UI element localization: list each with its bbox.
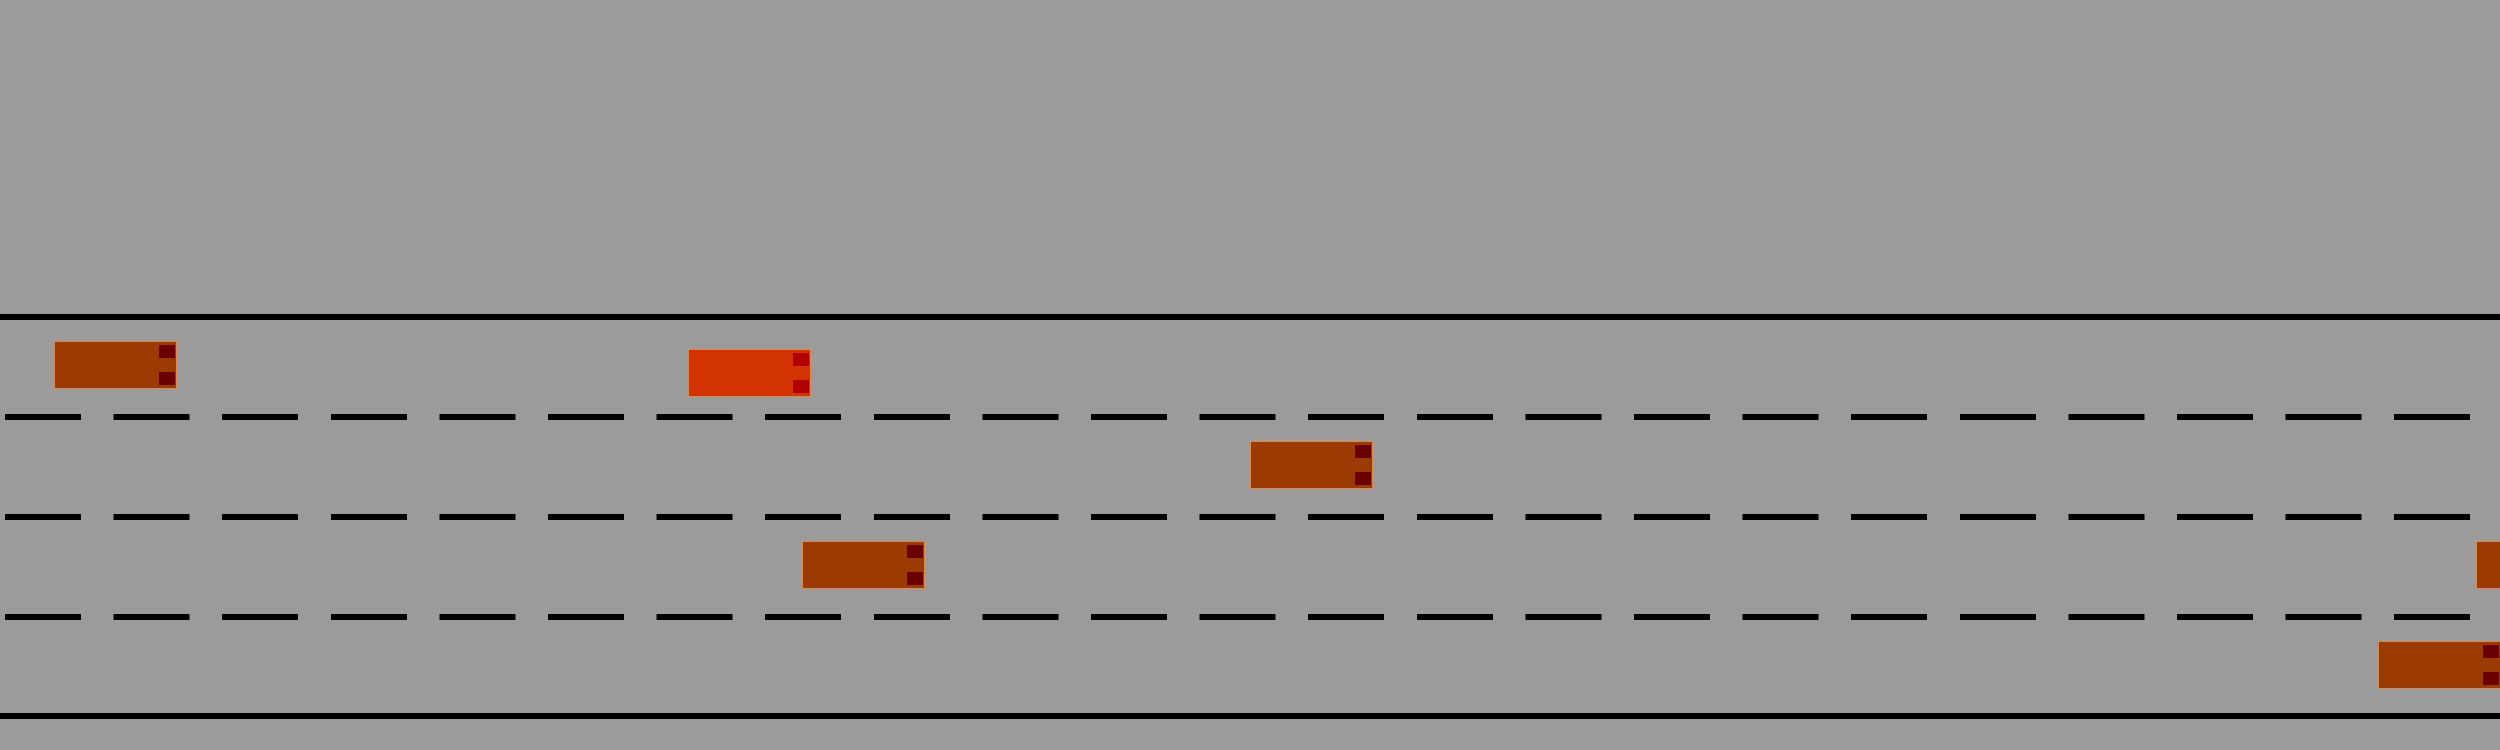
road-top-edge xyxy=(0,314,2500,320)
taillight-icon xyxy=(1355,445,1371,458)
taillight-icon xyxy=(907,545,923,558)
lane-divider-1 xyxy=(5,414,2500,420)
taillight-icon xyxy=(907,572,923,585)
ego-vehicle xyxy=(688,349,811,397)
vehicle xyxy=(2476,541,2500,589)
taillight-icon xyxy=(159,372,175,385)
lane-divider-3 xyxy=(5,614,2500,620)
vehicle xyxy=(802,541,925,589)
taillight-icon xyxy=(159,345,175,358)
lane-divider-2 xyxy=(5,514,2500,520)
taillight-icon xyxy=(793,353,809,366)
taillight-icon xyxy=(793,380,809,393)
taillight-icon xyxy=(1355,472,1371,485)
vehicle xyxy=(1250,441,1373,489)
vehicle xyxy=(2378,641,2500,689)
taillight-icon xyxy=(2483,672,2499,685)
taillight-icon xyxy=(2483,645,2499,658)
road-bottom-edge xyxy=(0,713,2500,719)
vehicle xyxy=(54,341,177,389)
